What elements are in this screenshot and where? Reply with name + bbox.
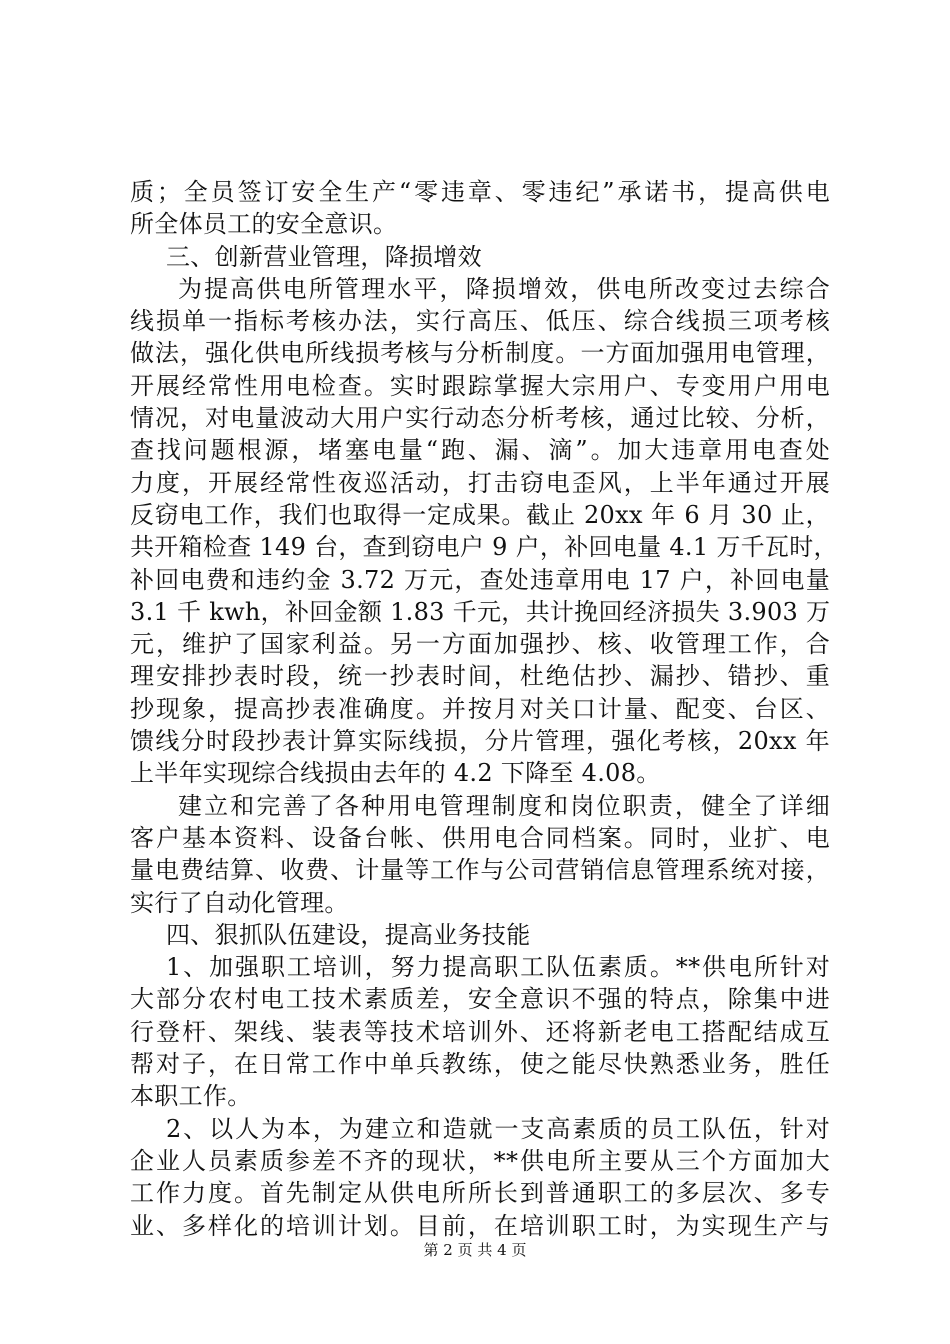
text-line: 行登杆、架线、装表等技术培训外、还将新老电工搭配结成互 [130,1017,830,1046]
text-line: 3.1 千 kwh，补回金额 1.83 千元，共计挽回经济损失 3.903 万 [130,597,831,626]
text-line: 补回电费和违约金 3.72 万元，查处违章用电 17 户，补回电量 [130,565,830,594]
text-line: 客户基本资料、设备台帐、供用电合同档案。同时，业扩、电 [130,823,830,852]
text-line: 做法，强化供电所线损考核与分析制度。一方面加强用电管理， [130,339,830,368]
text-line: 开展经常性用电检查。实时跟踪掌握大宗用户、专变用户用电 [130,371,830,400]
text-line: 共开箱检查 149 台，查到窃电户 9 户，补回电量 4.1 万千瓦时， [130,533,838,562]
text-line: 业、多样化的培训计划。目前，在培训职工时，为实现生产与 [130,1211,830,1240]
text-line: 质；全员签订安全生产“零违章、零违纪”承诺书，提高供电 [130,178,830,206]
text-line: 帮对子，在日常工作中单兵教练，使之能尽快熟悉业务，胜任 [130,1050,830,1079]
text-line: 上半年实现综合线损由去年的 4.2 下降至 4.08。 [130,759,661,788]
text-line: 大部分农村电工技术素质差，安全意识不强的特点，除集中进 [130,985,830,1014]
text-line: 抄现象，提高抄表准确度。并按月对关口计量、配变、台区、 [130,694,830,723]
text-line: 建立和完善了各种用电管理制度和岗位职责，健全了详细 [178,791,830,820]
text-line: 实行了自动化管理。 [130,888,349,917]
text-line: 情况，对电量波动大用户实行动态分析考核，通过比较、分析， [130,404,830,433]
text-line: 量电费结算、收费、计量等工作与公司营销信息管理系统对接， [130,856,830,885]
text-line: 1、加强职工培训，努力提高职工队伍素质。**供电所针对 [166,953,830,982]
text-line: 反窃电工作，我们也取得一定成果。截止 20xx 年 6 月 30 止， [130,500,830,529]
text-line: 元，维护了国家利益。另一方面加强抄、核、收管理工作，合 [130,630,830,659]
text-line: 企业人员素质参差不齐的现状，**供电所主要从三个方面加大 [130,1146,830,1175]
text-line: 三、创新营业管理，降损增效 [166,242,482,271]
text-line: 四、狠抓队伍建设，提高业务技能 [166,920,531,949]
text-line: 线损单一指标考核办法，实行高压、低压、综合线损三项考核 [130,307,830,336]
text-line: 力度，开展经常性夜巡活动，打击窃电歪风，上半年通过开展 [130,468,830,497]
text-line: 为提高供电所管理水平，降损增效，供电所改变过去综合 [178,274,830,303]
text-line: 本职工作。 [130,1082,252,1111]
text-line: 理安排抄表时段，统一抄表时间，杜绝估抄、漏抄、错抄、重 [130,662,830,691]
page-footer: 第 2 页 共 4 页 [423,1241,527,1259]
text-line: 所全体员工的安全意识。 [130,210,398,239]
text-line: 2、以人为本，为建立和造就一支高素质的员工队伍，针对 [166,1114,830,1143]
text-line: 馈线分时段抄表计算实际线损，分片管理，强化考核，20xx 年 [130,727,830,756]
document-body [130,176,838,1242]
text-line: 查找问题根源，堵塞电量“跑、漏、滴”。加大违章用电查处 [130,436,830,465]
text-line: 工作力度。首先制定从供电所所长到普通职工的多层次、多专 [130,1179,830,1208]
